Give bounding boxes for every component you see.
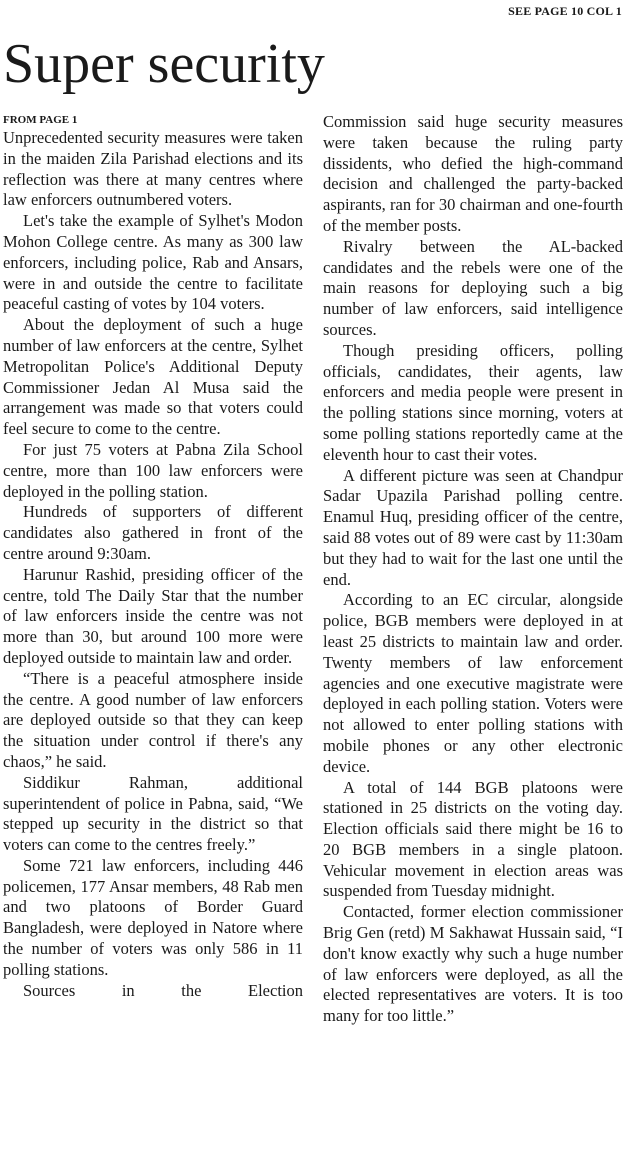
continuation-note: SEE PAGE 10 COL 1 [508,4,622,18]
from-page-label: FROM PAGE 1 [3,114,78,126]
paragraph: Sources in the Election [23,980,303,1000]
paragraph: Commission said huge security measures were taken because the ruling party dissidents, who defied the high-command decision and challenged the party-backed aspirants, ran for 30 chairman and one-fourth of the member posts. [323,112,623,235]
paragraph: Hundreds of supporters of different candidates also gathered in front of the centre around 9:30am. [3,502,303,563]
paragraph: Harunur Rashid, presiding officer of the centre, told The Daily Star that the number of law enforcers inside the centre was not more than 30, but around 100 more were deployed outside to maintain law and order. [3,564,303,667]
paragraph: “There is a peaceful atmosphere inside the centre. A good number of law enforcers are deployed outside so that they can keep the situation under control if there's any chaos,” he said. [3,668,303,771]
paragraph: Unprecedented security measures were taken in the maiden Zila Parishad elections and its reflection was there at many centres where law enforcers outnumbered voters. [3,128,303,210]
paragraph: Contacted, former election commissioner Brig Gen (retd) M Sakhawat Hussain said, “I don't know exactly why such a huge number of law enforcers were deployed, as all the elected representatives are voters. It is too many for too little.” [323,902,623,1026]
paragraph: About the deployment of such a huge number of law enforcers at the centre, Sylhet Metropolitan Police's Additional Deputy Commissioner Jedan Al Musa said the arrangement was made so that voters could feel secure to come to the centre. [3,315,303,439]
paragraph: Rivalry between the AL-backed candidates and the rebels were one of the main reasons for deploying such a big number of law enforcers, said intelligence sources. [323,236,623,339]
headline: Super security [3,33,325,95]
paragraph: For just 75 voters at Pabna Zila School centre, more than 100 law enforcers were deployed in the polling station. [3,439,303,501]
paragraph: A different picture was seen at Chandpur Sadar Upazila Parishad polling centre. Enamul Huq, presiding officer of the centre, said 88 votes out of 89 were cast by 11:30am but they had to wait for the last one until the end. [323,465,623,589]
article-column-left [3,112,303,1001]
paragraph: According to an EC circular, alongside police, BGB members were deployed in at least 25 districts to maintain law and order. Twenty members of law enforcement agencies and one executive magistrate were deployed in each polling station. Voters were not allowed to enter polling stations with mobile phones or any other electronic device. [323,590,623,776]
article-column-right [323,112,623,1027]
paragraph: Some 721 law enforcers, including 446 policemen, 177 Ansar members, 48 Rab men and two platoons of Border Guard Bangladesh, were deployed in Natore where the number of voters was only 586 in 11 polling stations. [3,855,303,979]
paragraph: Siddikur Rahman, additional superintendent of police in Pabna, said, “We stepped up security in the district so that voters can come to the centres freely.” [3,772,303,855]
paragraph: Let's take the example of Sylhet's Modon Mohon College centre. As many as 300 law enforcers, including police, Rab and Ansars, were in and outside the centre to facilitate peaceful casting of votes by 104 voters. [3,211,303,314]
paragraph: Though presiding officers, polling officials, candidates, their agents, law enforcers and media people were present in the polling stations since morning, voters at some polling stations reportedly came at the eleventh hour to cast their votes. [323,340,623,464]
paragraph: A total of 144 BGB platoons were stationed in 25 districts on the voting day. Election officials said there might be 16 to 20 BGB members in a single platoon. Vehicular movement in election areas was suspended from Tuesday midnight. [323,777,623,901]
